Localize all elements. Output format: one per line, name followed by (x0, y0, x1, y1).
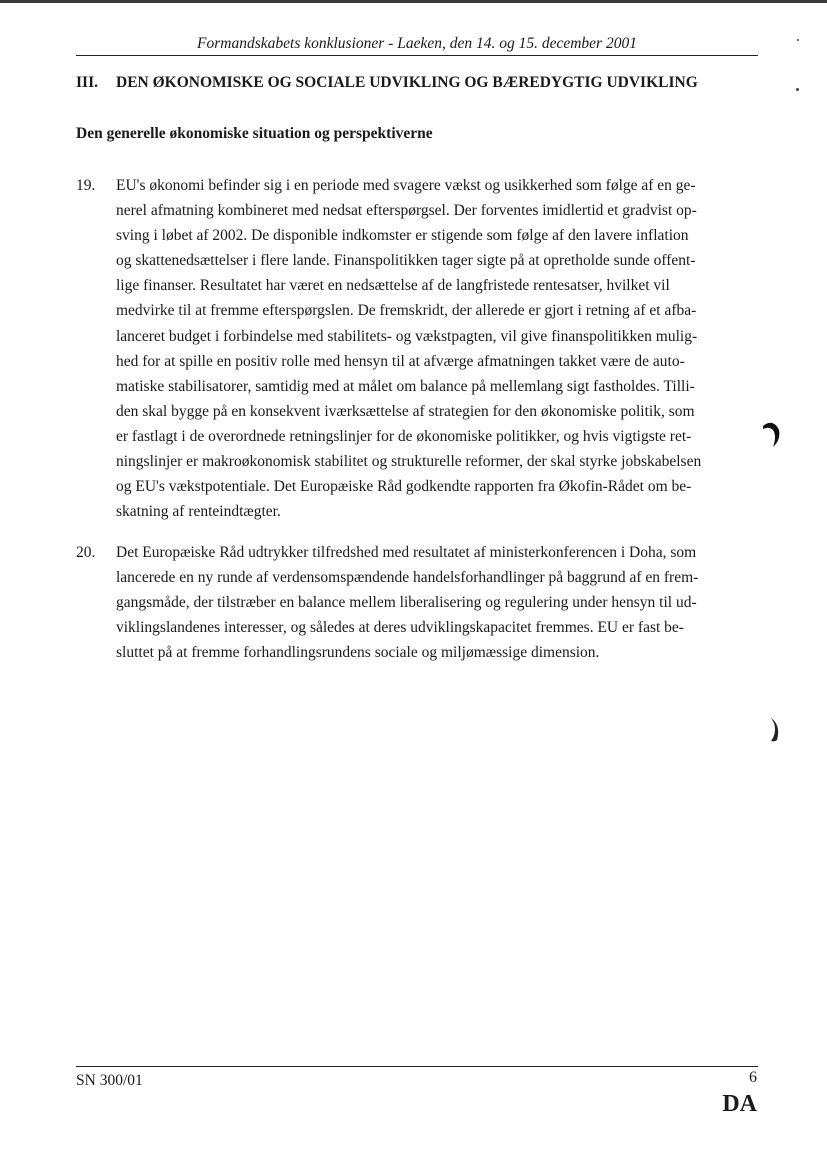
scan-speck (797, 39, 799, 41)
paragraph-line: og EU's vækstpotentiale. Det Europæiske Råd godkendte rapporten fra Økofin-Rådet om be- (116, 478, 692, 496)
paragraph-line: ningslinjer er makroøkonomisk stabilitet og strukturelle reformer, der skal styrke jobskabelsen (116, 453, 702, 471)
document-code: SN 300/01 (76, 1072, 143, 1089)
paragraph-line: og skattenedsættelser i flere lande. Finanspolitikken tager sigte på at opretholde sunde offent- (116, 252, 696, 270)
scan-speck (796, 88, 799, 91)
paragraph-number: 19. (76, 177, 96, 194)
paragraph-line: medvirke til at fremme efterspørgslen. De fremskridt, der allerede er gjort i retning af et afba- (116, 302, 697, 320)
page-number: 6 (749, 1069, 757, 1086)
section-heading (76, 73, 766, 93)
paragraph-text (116, 540, 758, 665)
paragraph-19 (76, 173, 758, 524)
paragraph-line: Det Europæiske Råd udtrykker tilfredshed med resultatet af ministerkonferencen i Doha, som (116, 544, 697, 561)
section-number: III. (76, 74, 98, 91)
punch-hole-mark (765, 715, 785, 743)
paragraph-line: lige finanser. Resultatet har været en nedsættelse af de langfristede rentesatser, hvilket vil (116, 277, 670, 295)
subheading: Den generelle økonomiske situation og perspektiverne (76, 125, 433, 142)
paragraph-line: viklingslandenes interesser, og således at deres udviklingskapacitet fremmes. EU er fast be- (116, 619, 684, 637)
running-header: Formandskabets konklusioner - Laeken, den 14. og 15. december 2001 (197, 35, 637, 52)
paragraph-line: matiske stabilisatorer, samtidig med at målet om balance på mellemlang sigt fastholdes. Tilli- (116, 377, 695, 395)
section-title: DEN ØKONOMISKE OG SOCIALE UDVIKLING OG BÆREDYGTIG UDVIKLING (116, 74, 698, 91)
paragraph-line: hed for at spille en positiv rolle med hensyn til at afværge afmatningen takket være de auto- (116, 352, 685, 370)
paragraph-line: sving i løbet af 2002. De disponible indkomster er stigende som følge af den lavere inflation (116, 227, 689, 245)
punch-hole-mark (759, 420, 781, 448)
paragraph-line: sluttet på at fremme forhandlingsrundens sociale og miljømæssige dimension. (116, 644, 600, 662)
paragraph-line: gangsmåde, der tilstræber en balance mellem liberalisering og regulering under hensyn til ud- (116, 594, 697, 612)
footer-rule (76, 1066, 758, 1067)
paragraph-line: skatning af renteindtægter. (116, 503, 281, 521)
paragraph-20 (76, 540, 758, 665)
paragraph-line: den skal bygge på en konsekvent iværksættelse af strategien for den økonomiske politik, som (116, 402, 695, 420)
paragraph-text (116, 173, 758, 524)
paragraph-line: EU's økonomi befinder sig i en periode med svagere vækst og usikkerhed som følge af en ge- (116, 177, 696, 194)
header-rule (76, 55, 758, 56)
page-top-border (0, 0, 827, 3)
paragraph-line: er fastlagt i de overordnede retningslinjer for de økonomiske politikker, og hvis vigtigste ret- (116, 427, 692, 445)
paragraph-line: nerel afmatning kombineret med nedsat efterspørgsel. Der forventes imidlertid et gradvist op- (116, 202, 697, 220)
paragraph-line: lanceret budget i forbindelse med stabilitets- og vækstpagten, vil give finanspolitikken mulig- (116, 327, 698, 345)
paragraph-line: lancerede en ny runde af verdensomspændende handelsforhandlinger på baggrund af en frem- (116, 569, 699, 587)
language-code: DA (722, 1091, 757, 1117)
paragraph-number: 20. (76, 544, 96, 561)
